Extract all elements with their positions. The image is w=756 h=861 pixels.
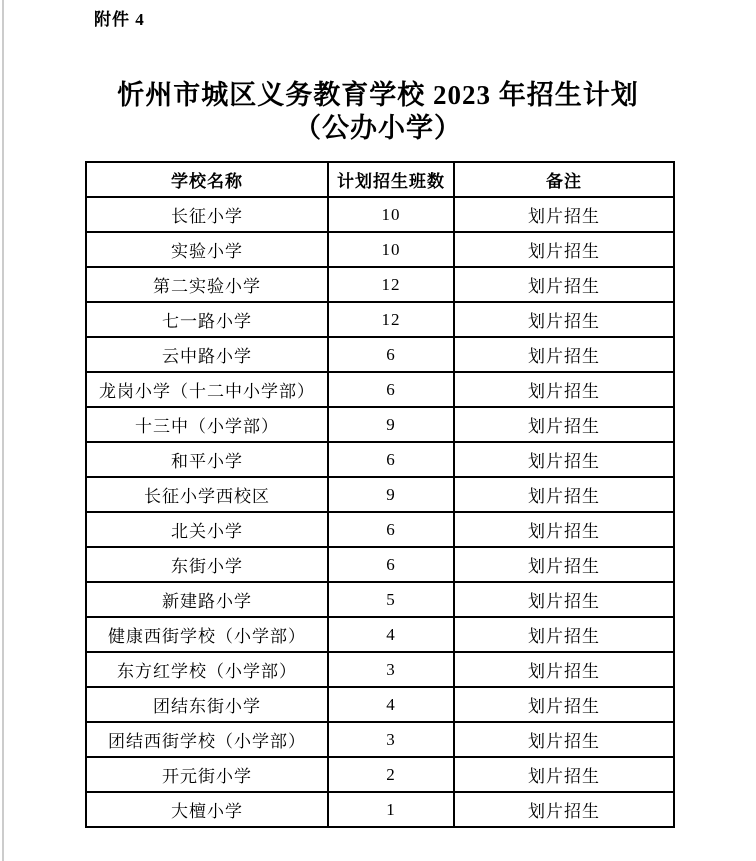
note-cell: 划片招生 — [454, 617, 674, 652]
class-count-cell: 10 — [328, 197, 454, 232]
class-count-cell: 5 — [328, 582, 454, 617]
attachment-label: 附件 4 — [94, 10, 145, 29]
class-count-cell: 3 — [328, 722, 454, 757]
school-name-cell: 开元街小学 — [86, 757, 328, 792]
table-row — [86, 442, 674, 477]
class-count-cell: 2 — [328, 757, 454, 792]
enrollment-table-body — [86, 197, 674, 827]
school-name-cell: 北关小学 — [86, 512, 328, 547]
table-row — [86, 267, 674, 302]
table-row — [86, 477, 674, 512]
school-name-cell: 新建路小学 — [86, 582, 328, 617]
header-remarks: 备注 — [454, 162, 674, 197]
note-cell: 划片招生 — [454, 512, 674, 547]
class-count-cell: 6 — [328, 512, 454, 547]
table-row — [86, 757, 674, 792]
class-count-cell: 3 — [328, 652, 454, 687]
note-cell: 划片招生 — [454, 722, 674, 757]
table-row — [86, 582, 674, 617]
table-row — [86, 652, 674, 687]
table-row — [86, 687, 674, 722]
table-row — [86, 722, 674, 757]
table-row — [86, 512, 674, 547]
class-count-cell: 9 — [328, 477, 454, 512]
school-name-cell: 第二实验小学 — [86, 267, 328, 302]
table-row — [86, 197, 674, 232]
class-count-cell: 12 — [328, 302, 454, 337]
school-name-cell: 十三中（小学部） — [86, 407, 328, 442]
table-row — [86, 792, 674, 827]
note-cell: 划片招生 — [454, 407, 674, 442]
class-count-cell: 6 — [328, 337, 454, 372]
class-count-cell: 10 — [328, 232, 454, 267]
note-cell: 划片招生 — [454, 582, 674, 617]
class-count-cell: 12 — [328, 267, 454, 302]
note-cell: 划片招生 — [454, 687, 674, 722]
school-name-cell: 健康西街学校（小学部） — [86, 617, 328, 652]
document-title-block — [0, 78, 756, 144]
note-cell: 划片招生 — [454, 477, 674, 512]
header-planned-classes: 计划招生班数 — [328, 162, 454, 197]
note-cell: 划片招生 — [454, 652, 674, 687]
document-title: 忻州市城区义务教育学校 2023 年招生计划 — [117, 80, 639, 110]
school-name-cell: 东方红学校（小学部） — [86, 652, 328, 687]
class-count-cell: 4 — [328, 687, 454, 722]
school-name-cell: 七一路小学 — [86, 302, 328, 337]
school-name-cell: 龙岗小学（十二中小学部） — [86, 372, 328, 407]
class-count-cell: 6 — [328, 547, 454, 582]
note-cell: 划片招生 — [454, 337, 674, 372]
note-cell: 划片招生 — [454, 267, 674, 302]
note-cell: 划片招生 — [454, 757, 674, 792]
school-name-cell: 团结东街小学 — [86, 687, 328, 722]
table-row — [86, 547, 674, 582]
class-count-cell: 9 — [328, 407, 454, 442]
school-name-cell: 实验小学 — [86, 232, 328, 267]
document-subtitle: （公办小学） — [294, 113, 462, 143]
table-row — [86, 337, 674, 372]
enrollment-table — [85, 161, 675, 828]
table-row — [86, 407, 674, 442]
class-count-cell: 4 — [328, 617, 454, 652]
table-row — [86, 617, 674, 652]
note-cell: 划片招生 — [454, 302, 674, 337]
class-count-cell: 6 — [328, 442, 454, 477]
table-row — [86, 232, 674, 267]
header-row — [86, 162, 674, 197]
school-name-cell: 云中路小学 — [86, 337, 328, 372]
enrollment-table-header — [86, 162, 674, 197]
school-name-cell: 团结西街学校（小学部） — [86, 722, 328, 757]
header-school-name: 学校名称 — [86, 162, 328, 197]
table-row — [86, 302, 674, 337]
school-name-cell: 长征小学西校区 — [86, 477, 328, 512]
note-cell: 划片招生 — [454, 372, 674, 407]
note-cell: 划片招生 — [454, 547, 674, 582]
table-row — [86, 372, 674, 407]
school-name-cell: 东街小学 — [86, 547, 328, 582]
school-name-cell: 大檀小学 — [86, 792, 328, 827]
note-cell: 划片招生 — [454, 197, 674, 232]
school-name-cell: 长征小学 — [86, 197, 328, 232]
class-count-cell: 1 — [328, 792, 454, 827]
class-count-cell: 6 — [328, 372, 454, 407]
note-cell: 划片招生 — [454, 792, 674, 827]
school-name-cell: 和平小学 — [86, 442, 328, 477]
note-cell: 划片招生 — [454, 232, 674, 267]
note-cell: 划片招生 — [454, 442, 674, 477]
